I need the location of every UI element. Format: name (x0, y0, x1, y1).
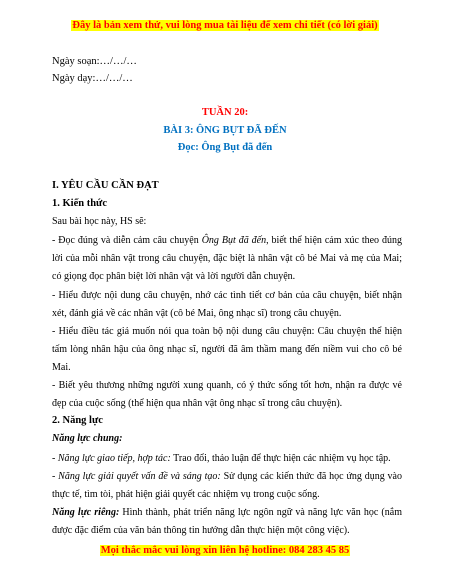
communication-text: Trao đổi, thảo luận để thực hiện các nhiệm vụ học tập. (170, 453, 391, 464)
competency-problem-solving (52, 468, 402, 504)
objective-reading (52, 232, 402, 286)
general-competency-label: Năng lực chung: (52, 433, 123, 444)
objective-understanding: - Hiểu được nội dung câu chuyện, nhớ các tình tiết cơ bản của câu chuyện, biết nhận xét, đánh giá về các nhân vật (cô bé Mai, ông nhạc sĩ) trong câu chuyện. (52, 290, 402, 319)
preview-banner-text: Đây là bản xem thử, vui lòng mua tài liệu để xem chi tiết (có lời giải) (72, 20, 378, 31)
section-heading: I. YÊU CẦU CẦN ĐẠT (52, 180, 159, 191)
communication-label: - Năng lực giao tiếp, hợp tác: (52, 453, 171, 464)
date-taught: Ngày dạy:…/…/… (52, 73, 133, 84)
reading-title: Đọc: Ông Bụt đã đến (177, 142, 273, 153)
objective-values: - Biết yêu thương những người xung quanh, có ý thức sống tốt hơn, nhận ra được vẻ đẹp của cuộc sống (thể hiện qua nhân vật ông nhạc sĩ trong câu chuyện). (52, 380, 402, 409)
objective-reading-lead: - Đọc đúng và diễn cảm câu chuyện (52, 235, 202, 246)
date-prepared: Ngày soạn:…/…/… (52, 56, 137, 67)
lesson-title: BÀI 3: ÔNG BỤT ĐÃ ĐẾN (163, 125, 287, 136)
story-title-ref: Ông Bụt đã đến (201, 235, 267, 246)
preview-banner (0, 20, 450, 31)
intro-text: Sau bài học này, HS sẽ: (52, 216, 147, 227)
week-title: TUẦN 20: (201, 107, 249, 118)
competency-communication (52, 450, 402, 468)
knowledge-heading: 1. Kiến thức (52, 198, 108, 209)
competency-heading: 2. Năng lực (52, 415, 103, 426)
problem-solving-label: - Năng lực giải quyết vấn đề và sáng tạo: (52, 471, 221, 482)
specific-text: Hình thành, phát triển năng lực ngôn ngữ và năng lực văn học (nắm được đặc điểm của văn bản thông tin hướng dẫn thực hiện một công việc). (52, 507, 402, 536)
objective-message: - Hiểu điều tác giả muốn nói qua toàn bộ nội dung câu chuyện: Câu chuyện thể hiện tấm lòng nhân hậu của ông nhạc sĩ, người đã âm thầm mang đến niềm vui cho cô bé Mai. (52, 326, 402, 373)
hotline-banner (0, 545, 450, 556)
competency-specific (52, 504, 402, 540)
hotline-text: Mọi thắc mắc vui lòng xin liên hệ hotline: 084 283 45 85 (100, 545, 350, 556)
problem-solving-text: Sử dụng các kiến thức đã học ứng dụng vào thực tế, tìm tòi, phát hiện giải quyết các nhiệm vụ trong cuộc sống. (52, 471, 402, 500)
specific-label: Năng lực riêng: (52, 507, 120, 518)
objective-reading-rest: , biết thể hiện cảm xúc theo đúng lời của mỗi nhân vật trong câu chuyện, đặc biệt là nhân vật cô bé Mai và mẹ của Mai; có giọng đọc phân biệt lời nhân vật và lời người dẫn chuyện. (52, 235, 402, 282)
